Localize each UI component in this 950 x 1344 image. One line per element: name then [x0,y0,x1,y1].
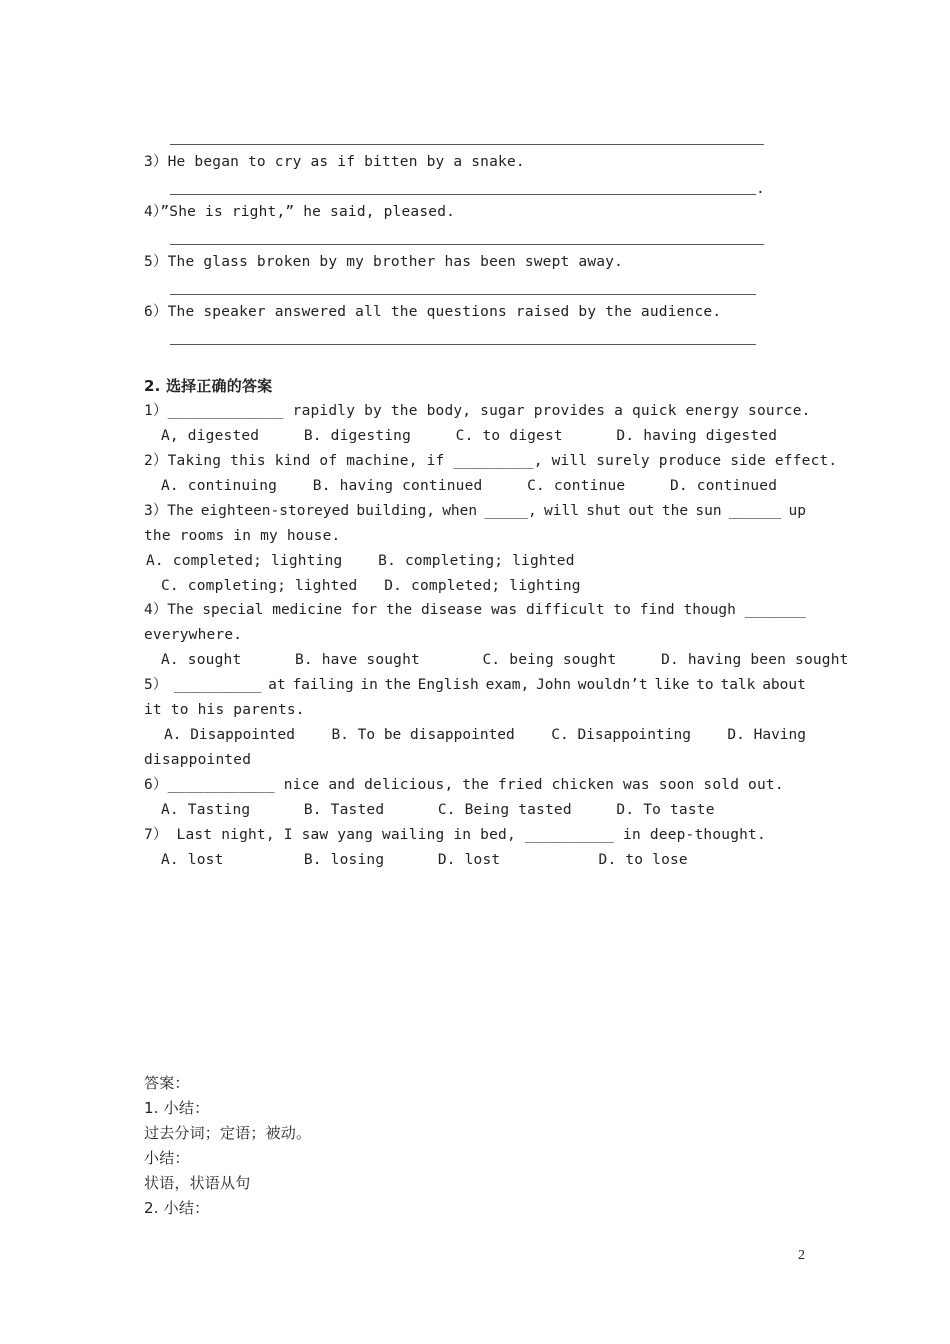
answer-line-period: . [756,181,765,197]
answer-line [170,144,764,145]
exercise-item-6: 6）The speaker answered all the questions raised by the audience. [144,304,722,320]
word: special [202,602,264,618]
question-3-options-a: A. completed; lighting B. completing; lighted [146,553,575,569]
section-heading: 2. 选择正确的答案 [144,377,273,395]
word: wouldn’t [577,677,648,693]
option-d: D. Having [727,727,806,743]
word: 3）The [144,503,194,519]
answers-line-3: 小结： [144,1149,190,1167]
question-5-options-line-2: disappointed [144,752,252,768]
word: English [417,677,479,693]
word: shut [586,503,622,519]
word: _____, [484,503,537,519]
word: to [696,677,714,693]
word: will [544,503,579,519]
option-b: B. To be disappointed [331,727,515,743]
answer-line [170,244,764,245]
answer-line [170,344,756,345]
word: medicine [272,602,343,618]
answers-line-4: 状语，状语从句 [144,1174,251,1192]
question-2: 2）Taking this kind of machine, if _________, will surely produce side effect. [144,453,838,469]
question-5-options-line-1 [164,726,806,744]
word: the [385,602,413,618]
question-7-options: A. lost B. losing D. lost D. to lose [161,852,688,868]
option-a: A. Disappointed [164,727,295,743]
question-7: 7） Last night, I saw yang wailing in bed, __________ in deep-thought. [144,827,766,843]
question-2-options: A. continuing B. having continued C. continue D. continued [161,478,778,494]
word: out [628,503,655,519]
question-5-line-2: it to his parents. [144,702,305,718]
word: disease [421,602,483,618]
word: the [661,503,689,519]
word: up [788,503,806,519]
word: sun [695,503,722,519]
question-3-options-b: C. completing; lighted D. completed; lighting [161,578,581,594]
answers-line-5: 2. 小结： [144,1199,210,1217]
answers-title: 答案： [144,1074,190,1092]
question-4-options: A. sought B. have sought C. being sought D. having been sought [161,652,849,668]
word: at [268,677,286,693]
word: failing [292,677,354,693]
question-4-line-1 [144,601,806,619]
question-6: 6）____________ nice and delicious, the fried chicken was soon sold out. [144,777,784,793]
word: ______ [728,503,782,519]
word: exam, [485,677,530,693]
exercise-item-3: 3）He began to cry as if bitten by a snake. [144,154,525,170]
word: difficult [526,602,605,618]
word: when [442,503,478,519]
exercise-item-5: 5）The glass broken by my brother has been swept away. [144,254,624,270]
word: like [654,677,690,693]
word: to [613,602,631,618]
word: though [683,602,736,618]
answers-line-1: 1. 小结： [144,1099,210,1117]
word: find [639,602,675,618]
word: in [360,677,378,693]
answer-line [170,194,756,195]
word: __________ [174,677,262,693]
word: _______ [744,602,806,618]
question-1: 1）_____________ rapidly by the body, sugar provides a quick energy source. [144,403,811,419]
answers-line-2: 过去分词；定语；被动。 [144,1124,312,1142]
question-1-options: A, digested B. digesting C. to digest D. having digested [161,428,778,444]
word: John [536,677,571,693]
word: 5） [144,677,168,693]
word: building, [356,503,435,519]
question-3-line-2: the rooms in my house. [144,528,341,544]
option-c: C. Disappointing [551,727,691,743]
word: for [350,602,378,618]
question-3-line-1 [144,502,806,520]
word: about [762,677,806,693]
word: was [490,602,518,618]
question-4-line-2: everywhere. [144,627,243,643]
exercise-item-4: 4）”She is right,” he said, pleased. [144,204,456,220]
word: 4）The [144,602,194,618]
question-6-options: A. Tasting B. Tasted C. Being tasted D. To taste [161,802,715,818]
page-number: 2 [798,1248,805,1263]
word: the [384,677,411,693]
word: talk [720,677,756,693]
question-5-line-1 [144,676,806,694]
word: eighteen-storeyed [200,503,350,519]
answer-line [170,294,756,295]
